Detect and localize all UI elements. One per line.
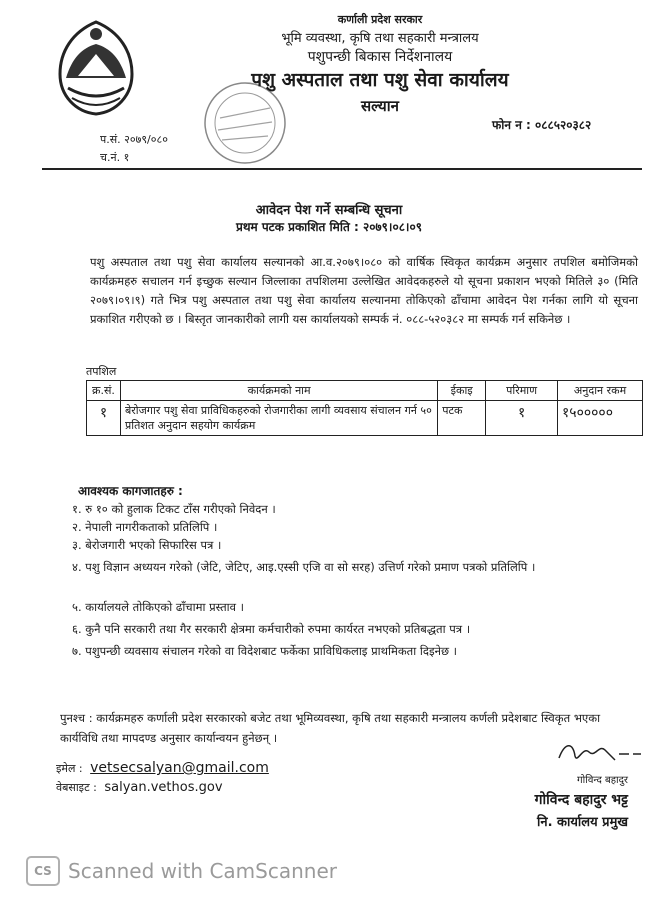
cell-unit: पटक	[438, 401, 486, 436]
header-divider	[42, 168, 642, 170]
col-header-amount: अनुदान रकम	[558, 381, 643, 401]
header-directorate: पशुपन्छी बिकास निर्देशनालय	[307, 49, 453, 65]
camscanner-text: Scanned with CamScanner	[68, 859, 337, 883]
cell-quantity: १	[486, 401, 558, 436]
signatory-name-small: गोविन्द बहादुर	[577, 775, 628, 786]
postscript-note: पुनश्च : कार्यक्रमहरु कर्णाली प्रदेश सरकारको बजेट तथा भूमिव्यवस्था, कृषि तथा सहकारी मन्त्रालय कर्णली प्रदेशबाट स्विकृत भएका कार्यविधि तथा मापदण्ड अनुसार कार्यान्वयन हुनेछन् ।	[60, 711, 601, 745]
cell-amount: १५०००००	[558, 401, 643, 436]
header-ministry: भूमि व्यवस्था, कृषि तथा सहकारी मन्त्रालय	[281, 31, 479, 46]
email-label: इमेल :	[56, 762, 83, 775]
requirement-item: ६. कुनै पनि सरकारी तथा गैर सरकारी क्षेत्रमा कर्मचारीको रुपमा कार्यरत नभएको प्रतिबद्धता पत्र ।	[72, 622, 471, 636]
phone-value: ०८८५२०३८२	[535, 118, 592, 132]
reference-number: प.सं. २०७९/०८०	[100, 133, 168, 146]
handwritten-signature	[555, 738, 645, 768]
signatory-title: नि. कार्यालय प्रमुख	[537, 815, 628, 830]
col-header-quantity: परिमाण	[486, 381, 558, 401]
camscanner-icon: CS	[26, 856, 60, 886]
email-link[interactable]: vetsecsalyan@gmail.com	[90, 760, 269, 776]
cell-sn: १	[87, 401, 121, 436]
table-caption: तपशिल	[86, 365, 117, 378]
table-header-row	[87, 381, 643, 401]
requirement-item: १. रु १० को हुलाक टिकट टाँस गरीएको निवेदन ।	[72, 502, 276, 516]
phone-label: फोन न :	[492, 118, 531, 132]
phone-number	[492, 116, 591, 133]
col-header-program: कार्यक्रमको नाम	[120, 381, 437, 401]
requirements-title: आवश्यक कागजातहरु :	[78, 484, 183, 498]
website-label: वेबसाइट :	[56, 781, 97, 794]
contact-email	[56, 760, 269, 776]
notice-title: आवेदन पेश गर्ने सम्बन्धि सूचना	[255, 203, 403, 218]
col-header-unit: ईकाइ	[438, 381, 486, 401]
header-province: कर्णाली प्रदेश सरकार	[337, 13, 423, 26]
dispatch-number: च.नं. १	[100, 151, 130, 164]
header-location: सल्यान	[361, 97, 399, 115]
notice-subtitle: प्रथम पटक प्रकाशित मिति : २०७९।०८।०९	[236, 220, 422, 234]
cell-program-name: बेरोजगार पशु सेवा प्राविधिकहरुको रोजगारीका लागी व्यवसाय संचालन गर्न ५० प्रतिशत अनुदान सहयोग कार्यक्रम	[120, 401, 437, 436]
requirement-item: ५. कार्यालयले तोकिएको ढाँचामा प्रस्ताव ।	[72, 600, 245, 614]
notice-body: पशु अस्पताल तथा पशु सेवा कार्यालय सल्यानको आ.व.२०७९।०८० को वार्षिक स्विकृत कार्यक्रम अनुसार तपशिल बमोजिमको कार्यक्रमहरु सचालन गर्न इच्छुक सल्यान जिल्लाका तपशिलमा उल्लेखित आवेदकहरुले यो सूचना प्रकाशन भएको मितिले ३० (मिति २०७९।०९।९) गते भित्र पशु अस्पताल तथा पशु सेवा कार्यालय सल्यानमा तोकिएको ढाँचामा आवेदन पेश गर्नका लागि यो सूचना प्रकाशित गरीएको छ । बिस्तृत जानकारीको लागी यस कार्यालयको सम्पर्क नं. ०८८-५२०३८२ मा सम्पर्क गर्न सकिनेछ ।	[90, 255, 638, 326]
table-row	[87, 401, 643, 436]
camscanner-watermark	[26, 856, 337, 886]
header-office: पशु अस्पताल तथा पशु सेवा कार्यालय	[251, 69, 509, 91]
requirement-item: ७. पशुपन्छी व्यवसाय संचालन गरेको वा विदेशबाट फर्केका प्राविधिकलाइ प्राथमिकता दिइनेछ ।	[72, 644, 458, 658]
website-link[interactable]: salyan.vethos.gov	[104, 780, 223, 795]
requirement-item: ३. बेरोजगारी भएको सिफारिस पत्र ।	[72, 538, 222, 552]
government-emblem-icon	[52, 18, 140, 118]
signatory-name: गोविन्द बहादुर भट्ट	[534, 792, 628, 808]
contact-website	[56, 780, 223, 795]
col-header-sn: क्र.सं.	[87, 381, 121, 401]
requirement-item: ४. पशु विज्ञान अध्ययन गरेको (जेटि, जेटिए, आइ.एस्सी एजि वा सो सरह) उत्तिर्ण गरेको प्रमाण पत्रको प्रतिलिपि ।	[72, 560, 536, 574]
program-table	[86, 380, 643, 436]
requirement-item: २. नेपाली नागरीकताको प्रतिलिपि ।	[72, 520, 218, 534]
